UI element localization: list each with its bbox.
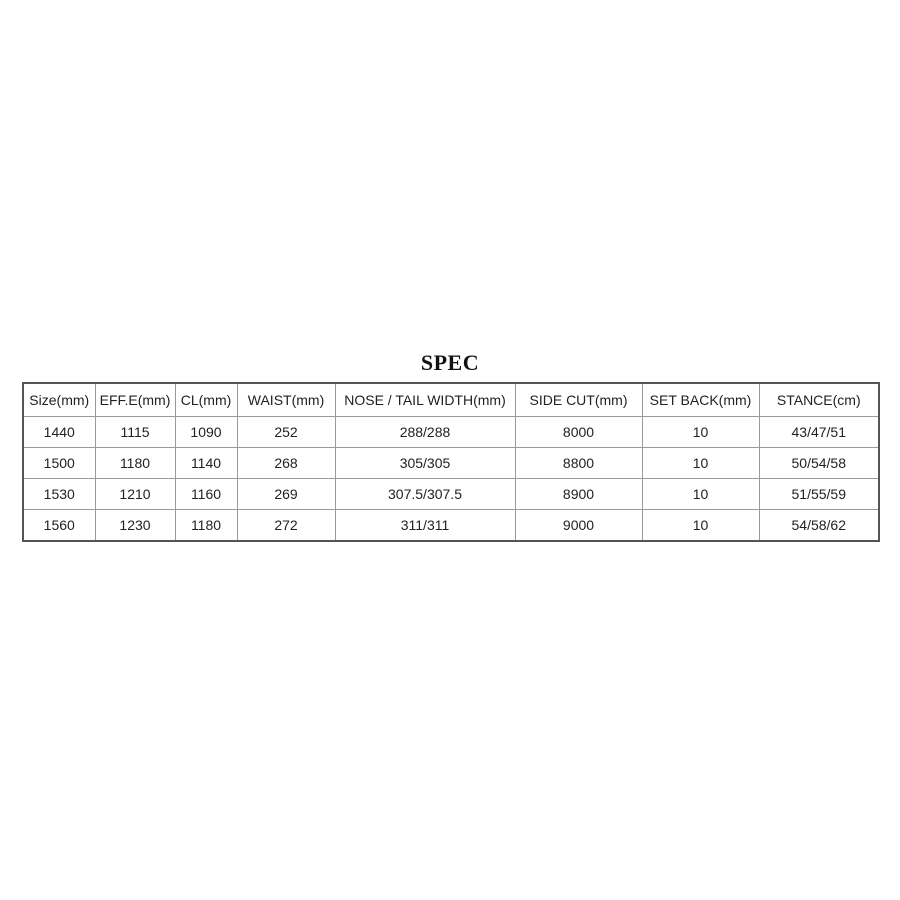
cell-side-cut: 8000 [515, 417, 642, 448]
cell-size: 1500 [23, 448, 95, 479]
cell-stance: 54/58/62 [759, 510, 879, 542]
cell-waist: 252 [237, 417, 335, 448]
table-row [23, 417, 879, 448]
cell-effective-edge: 1210 [95, 479, 175, 510]
table-row [23, 479, 879, 510]
cell-size: 1560 [23, 510, 95, 542]
header-nose-tail-width: NOSE / TAIL WIDTH(mm) [335, 383, 515, 417]
header-effective-edge: EFF.E(mm) [95, 383, 175, 417]
cell-effective-edge: 1115 [95, 417, 175, 448]
cell-side-cut: 8900 [515, 479, 642, 510]
cell-side-cut: 9000 [515, 510, 642, 542]
header-size: Size(mm) [23, 383, 95, 417]
table-row [23, 448, 879, 479]
cell-set-back: 10 [642, 510, 759, 542]
cell-nose-tail-width: 307.5/307.5 [335, 479, 515, 510]
cell-contact-length: 1090 [175, 417, 237, 448]
cell-contact-length: 1160 [175, 479, 237, 510]
cell-contact-length: 1180 [175, 510, 237, 542]
cell-contact-length: 1140 [175, 448, 237, 479]
cell-nose-tail-width: 311/311 [335, 510, 515, 542]
spec-title: SPEC [420, 350, 480, 375]
cell-nose-tail-width: 288/288 [335, 417, 515, 448]
cell-side-cut: 8800 [515, 448, 642, 479]
cell-waist: 272 [237, 510, 335, 542]
cell-effective-edge: 1180 [95, 448, 175, 479]
cell-stance: 43/47/51 [759, 417, 879, 448]
header-stance: STANCE(cm) [759, 383, 879, 417]
cell-nose-tail-width: 305/305 [335, 448, 515, 479]
header-side-cut: SIDE CUT(mm) [515, 383, 642, 417]
cell-size: 1530 [23, 479, 95, 510]
cell-effective-edge: 1230 [95, 510, 175, 542]
header-contact-length: CL(mm) [175, 383, 237, 417]
header-row [23, 383, 879, 417]
cell-set-back: 10 [642, 417, 759, 448]
table-row [23, 510, 879, 542]
cell-set-back: 10 [642, 448, 759, 479]
cell-waist: 269 [237, 479, 335, 510]
cell-waist: 268 [237, 448, 335, 479]
header-set-back: SET BACK(mm) [642, 383, 759, 417]
cell-set-back: 10 [642, 479, 759, 510]
cell-stance: 51/55/59 [759, 479, 879, 510]
header-waist: WAIST(mm) [237, 383, 335, 417]
cell-stance: 50/54/58 [759, 448, 879, 479]
cell-size: 1440 [23, 417, 95, 448]
spec-table [22, 382, 880, 542]
